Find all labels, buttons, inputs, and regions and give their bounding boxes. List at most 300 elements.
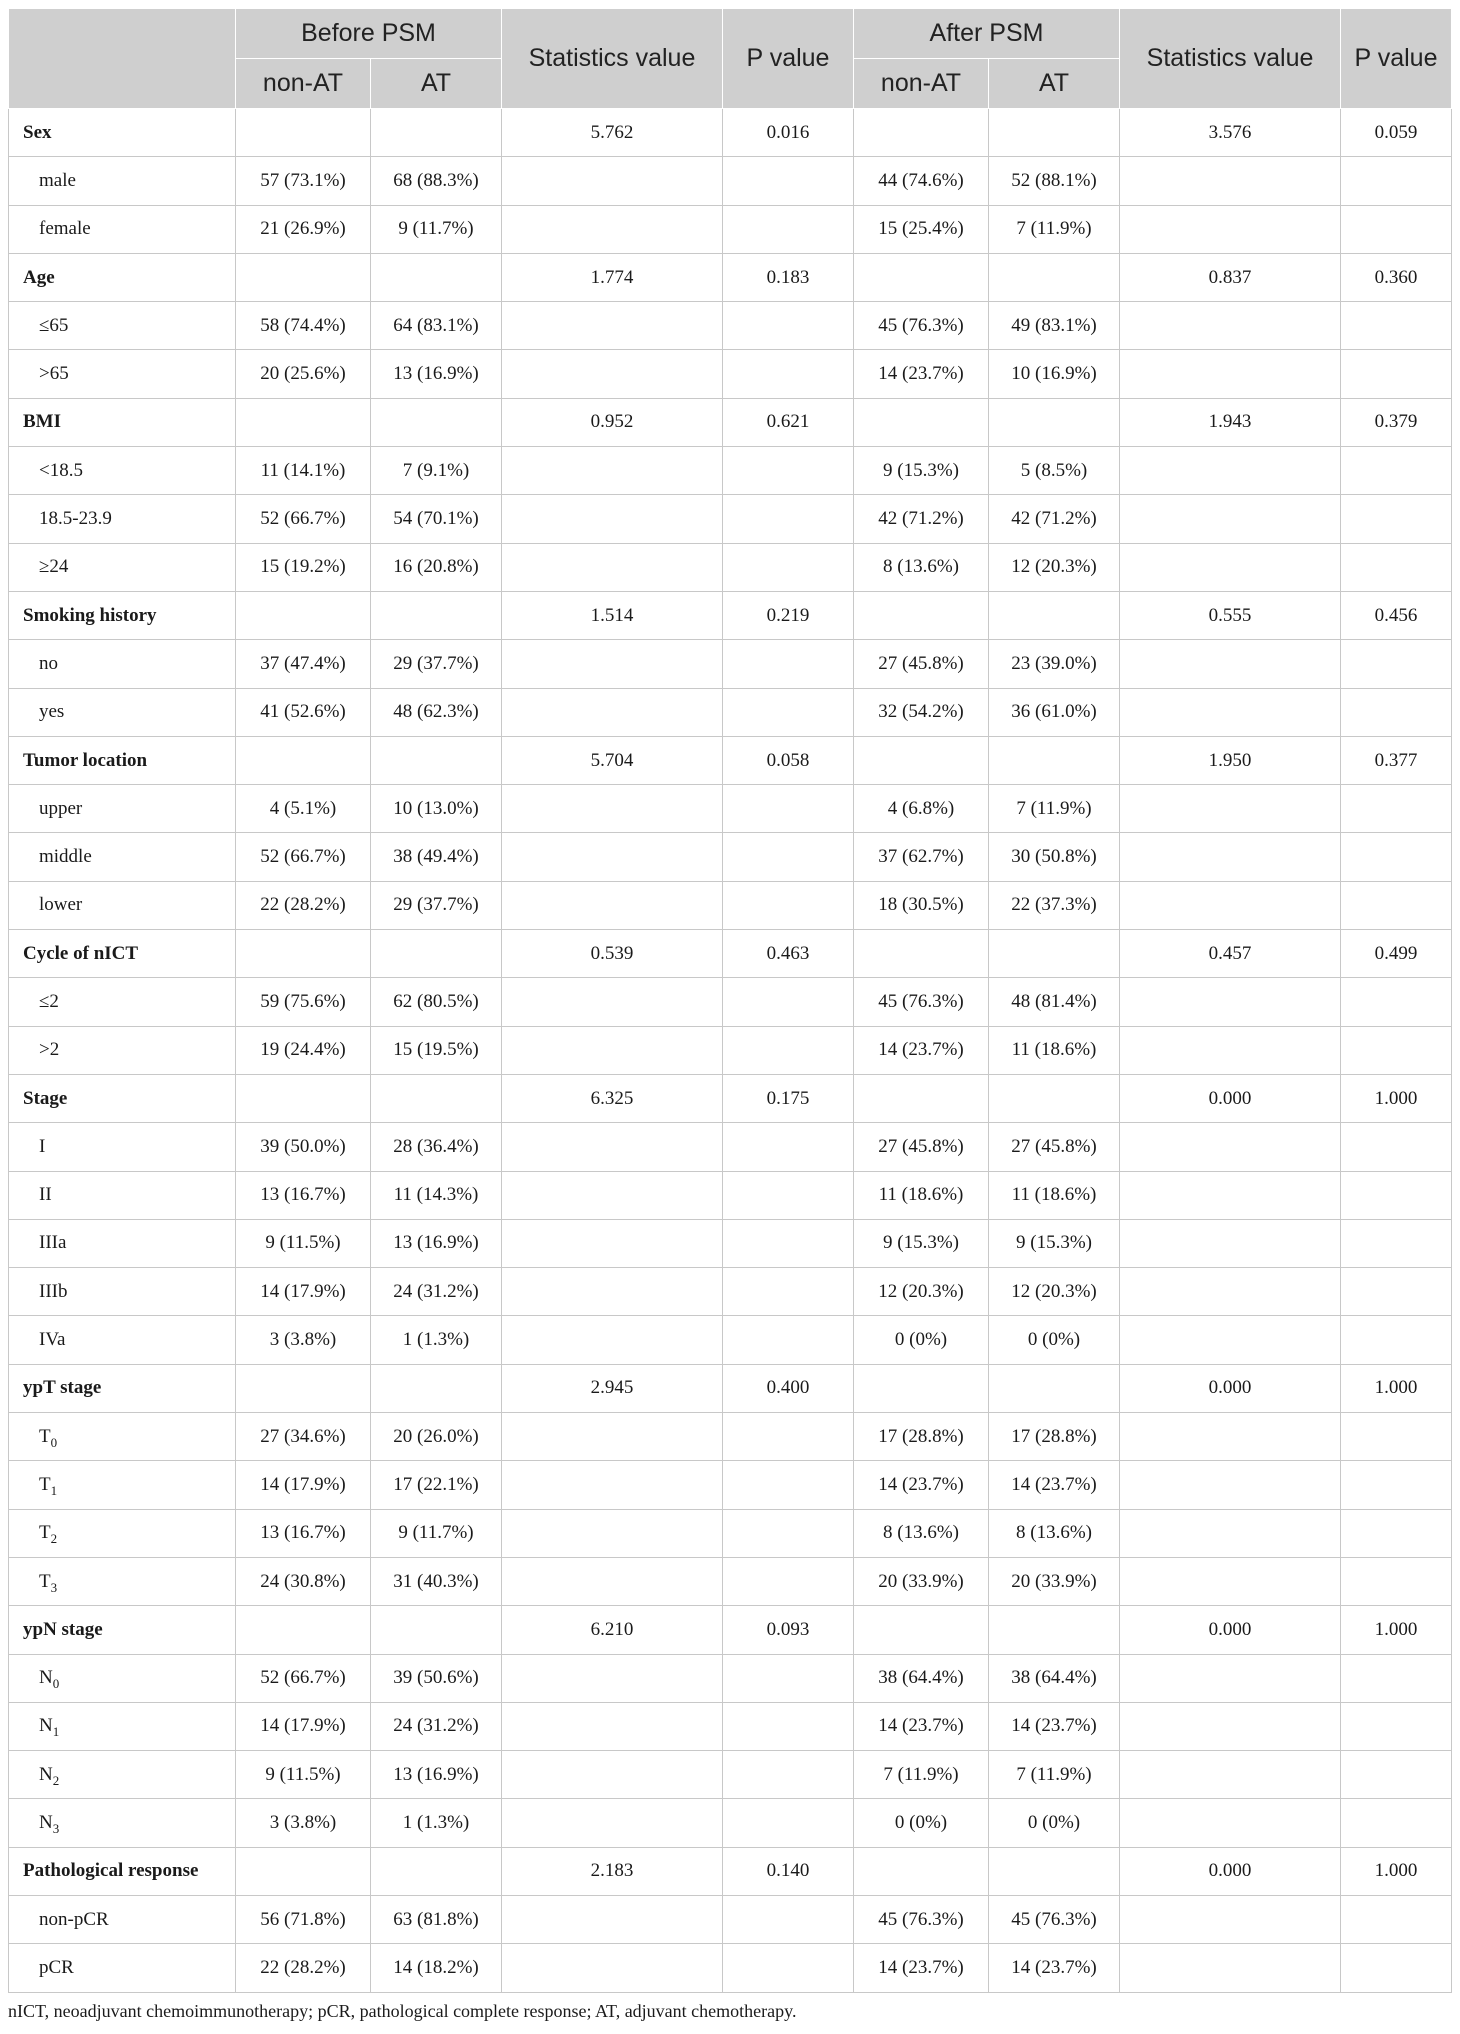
row-label	[9, 1799, 236, 1847]
cell-after-non-at: 44 (74.6%)	[854, 157, 989, 205]
cell-stat-before	[502, 1123, 723, 1171]
cell-stat-before	[502, 1461, 723, 1509]
cell-after-at: 10 (16.9%)	[989, 350, 1120, 398]
cell-before-at: 48 (62.3%)	[371, 688, 502, 736]
cell-before-at	[371, 1847, 502, 1895]
cell-stat-after: 1.943	[1120, 398, 1341, 446]
cell-before-at: 39 (50.6%)	[371, 1654, 502, 1702]
cell-p-after	[1341, 1413, 1452, 1461]
cell-before-non-at: 4 (5.1%)	[236, 785, 371, 833]
row-label-subscript: 1	[52, 1724, 60, 1740]
cell-stat-after	[1120, 302, 1341, 350]
header-non-at-after: non-AT	[854, 59, 989, 109]
row-label	[9, 785, 236, 833]
cell-p-after	[1341, 302, 1452, 350]
cell-after-non-at: 32 (54.2%)	[854, 688, 989, 736]
row-label	[9, 447, 236, 495]
cell-after-non-at: 18 (30.5%)	[854, 881, 989, 929]
row-label-text: II	[39, 1184, 52, 1206]
table-row	[9, 833, 1452, 881]
cell-after-at	[989, 1074, 1120, 1122]
cell-after-at: 49 (83.1%)	[989, 302, 1120, 350]
table-row	[9, 157, 1452, 205]
cell-stat-after: 0.000	[1120, 1847, 1341, 1895]
cell-stat-before: 5.762	[502, 109, 723, 157]
row-label-text: T	[39, 1522, 51, 1544]
category-row	[9, 109, 1452, 157]
cell-after-non-at	[854, 109, 989, 157]
cell-before-at: 29 (37.7%)	[371, 881, 502, 929]
cell-after-at: 22 (37.3%)	[989, 881, 1120, 929]
row-label-text: ypT stage	[23, 1377, 102, 1399]
table-row	[9, 1557, 1452, 1605]
cell-p-before	[723, 543, 854, 591]
cell-before-at: 63 (81.8%)	[371, 1895, 502, 1943]
cell-p-before	[723, 205, 854, 253]
row-label	[9, 495, 236, 543]
cell-after-at	[989, 1847, 1120, 1895]
row-label	[9, 881, 236, 929]
row-label	[9, 302, 236, 350]
cell-stat-after	[1120, 1654, 1341, 1702]
cell-p-before: 0.219	[723, 591, 854, 639]
cell-p-after	[1341, 978, 1452, 1026]
header-at-before: AT	[371, 59, 502, 109]
cell-after-at: 5 (8.5%)	[989, 447, 1120, 495]
cell-stat-after: 0.000	[1120, 1364, 1341, 1412]
cell-stat-before	[502, 157, 723, 205]
row-label-text: female	[39, 218, 91, 240]
cell-p-before	[723, 495, 854, 543]
row-label	[9, 1316, 236, 1364]
cell-after-at: 17 (28.8%)	[989, 1413, 1120, 1461]
row-label	[9, 591, 236, 639]
cell-before-non-at: 3 (3.8%)	[236, 1799, 371, 1847]
cell-stat-before	[502, 447, 723, 495]
cell-p-before	[723, 1316, 854, 1364]
cell-before-non-at: 9 (11.5%)	[236, 1219, 371, 1267]
cell-before-non-at	[236, 398, 371, 446]
cell-stat-after	[1120, 205, 1341, 253]
row-label	[9, 640, 236, 688]
cell-p-before: 0.140	[723, 1847, 854, 1895]
cell-before-non-at: 24 (30.8%)	[236, 1557, 371, 1605]
cell-after-non-at: 14 (23.7%)	[854, 350, 989, 398]
cell-p-before	[723, 640, 854, 688]
cell-after-non-at	[854, 591, 989, 639]
cell-p-after	[1341, 1799, 1452, 1847]
cell-p-before	[723, 447, 854, 495]
cell-stat-after	[1120, 543, 1341, 591]
category-row	[9, 253, 1452, 301]
cell-before-non-at	[236, 736, 371, 784]
cell-after-at: 7 (11.9%)	[989, 785, 1120, 833]
cell-stat-before: 2.183	[502, 1847, 723, 1895]
row-label-text: non-pCR	[39, 1908, 109, 1930]
cell-p-before	[723, 1751, 854, 1799]
cell-p-after	[1341, 688, 1452, 736]
cell-before-non-at: 11 (14.1%)	[236, 447, 371, 495]
cell-after-non-at	[854, 253, 989, 301]
row-label	[9, 1123, 236, 1171]
cell-before-at	[371, 253, 502, 301]
cell-p-before	[723, 1268, 854, 1316]
header-stat-after: Statistics value	[1120, 9, 1341, 109]
cell-before-at: 13 (16.9%)	[371, 1751, 502, 1799]
cell-after-at: 0 (0%)	[989, 1316, 1120, 1364]
row-label-text: Age	[23, 266, 55, 288]
cell-p-after: 0.456	[1341, 591, 1452, 639]
row-label	[9, 930, 236, 978]
cell-before-non-at: 59 (75.6%)	[236, 978, 371, 1026]
cell-before-at: 16 (20.8%)	[371, 543, 502, 591]
cell-stat-after	[1120, 833, 1341, 881]
row-label-text: >65	[39, 363, 69, 385]
cell-stat-before	[502, 1895, 723, 1943]
row-label-text: ≤2	[39, 990, 59, 1012]
row-label-subscript: 2	[52, 1772, 60, 1788]
cell-before-non-at: 13 (16.7%)	[236, 1509, 371, 1557]
cell-before-non-at: 14 (17.9%)	[236, 1702, 371, 1750]
cell-stat-after: 0.000	[1120, 1606, 1341, 1654]
cell-after-non-at	[854, 930, 989, 978]
row-label-text: T	[39, 1473, 51, 1495]
cell-after-non-at: 8 (13.6%)	[854, 1509, 989, 1557]
cell-stat-before	[502, 1799, 723, 1847]
row-label-text: Cycle of nICT	[23, 942, 139, 964]
cell-before-non-at: 13 (16.7%)	[236, 1171, 371, 1219]
cell-after-at: 11 (18.6%)	[989, 1026, 1120, 1074]
cell-p-before	[723, 157, 854, 205]
cell-stat-before	[502, 1557, 723, 1605]
cell-before-non-at	[236, 1847, 371, 1895]
cell-stat-before	[502, 640, 723, 688]
cell-after-at	[989, 591, 1120, 639]
cell-p-after	[1341, 1219, 1452, 1267]
row-label-text: IIIa	[39, 1232, 67, 1254]
cell-before-non-at: 52 (66.7%)	[236, 1654, 371, 1702]
cell-p-after	[1341, 1171, 1452, 1219]
row-label	[9, 205, 236, 253]
cell-stat-after	[1120, 157, 1341, 205]
table-body	[9, 109, 1452, 1993]
cell-after-at: 48 (81.4%)	[989, 978, 1120, 1026]
row-label	[9, 1702, 236, 1750]
table-footnote: nICT, neoadjuvant chemoimmunotherapy; pCR, pathological complete response; AT, adjuvant chemotherapy.	[8, 2001, 797, 2021]
cell-p-before	[723, 1509, 854, 1557]
cell-stat-before	[502, 1509, 723, 1557]
cell-p-after: 0.499	[1341, 930, 1452, 978]
row-label-subscript: 0	[50, 1434, 58, 1450]
cell-p-after: 1.000	[1341, 1606, 1452, 1654]
cell-p-after: 0.379	[1341, 398, 1452, 446]
table-row	[9, 1123, 1452, 1171]
cell-before-non-at: 9 (11.5%)	[236, 1751, 371, 1799]
cell-after-at: 8 (13.6%)	[989, 1509, 1120, 1557]
cell-stat-before	[502, 785, 723, 833]
cell-before-non-at: 57 (73.1%)	[236, 157, 371, 205]
cell-after-at	[989, 253, 1120, 301]
cell-stat-before	[502, 1219, 723, 1267]
row-label-text: Stage	[23, 1087, 68, 1109]
cell-after-non-at: 11 (18.6%)	[854, 1171, 989, 1219]
row-label-text: N	[39, 1667, 53, 1689]
row-label-subscript: 1	[50, 1482, 58, 1498]
header-blank-cell	[9, 9, 236, 109]
cell-p-after: 1.000	[1341, 1074, 1452, 1122]
row-label-text: IVa	[39, 1329, 66, 1351]
cell-stat-before: 1.774	[502, 253, 723, 301]
cell-p-before	[723, 1123, 854, 1171]
cell-stat-after: 1.950	[1120, 736, 1341, 784]
row-label-text: BMI	[23, 411, 61, 433]
row-label	[9, 543, 236, 591]
row-label-text: pCR	[39, 1956, 74, 1978]
cell-p-before	[723, 1461, 854, 1509]
cell-before-at: 9 (11.7%)	[371, 1509, 502, 1557]
cell-stat-after	[1120, 1557, 1341, 1605]
table-row	[9, 1944, 1452, 1992]
row-label	[9, 1268, 236, 1316]
cell-after-non-at: 14 (23.7%)	[854, 1026, 989, 1074]
row-label	[9, 833, 236, 881]
cell-before-at: 15 (19.5%)	[371, 1026, 502, 1074]
cell-before-at: 64 (83.1%)	[371, 302, 502, 350]
row-label	[9, 1171, 236, 1219]
cell-before-at: 24 (31.2%)	[371, 1268, 502, 1316]
header-stat-before: Statistics value	[502, 9, 723, 109]
cell-after-non-at: 38 (64.4%)	[854, 1654, 989, 1702]
cell-stat-before: 1.514	[502, 591, 723, 639]
row-label-text: T	[39, 1570, 51, 1592]
cell-stat-before	[502, 688, 723, 736]
cell-after-at: 52 (88.1%)	[989, 157, 1120, 205]
cell-p-after	[1341, 640, 1452, 688]
cell-p-after	[1341, 495, 1452, 543]
table-row	[9, 881, 1452, 929]
cell-p-after	[1341, 1895, 1452, 1943]
cell-stat-before	[502, 881, 723, 929]
cell-p-before: 0.175	[723, 1074, 854, 1122]
cell-stat-after	[1120, 640, 1341, 688]
row-label-subscript: 3	[50, 1579, 58, 1595]
table-row	[9, 640, 1452, 688]
cell-before-non-at	[236, 591, 371, 639]
table-row	[9, 1509, 1452, 1557]
cell-p-before: 0.183	[723, 253, 854, 301]
row-label-text: ≤65	[39, 314, 69, 336]
row-label	[9, 1461, 236, 1509]
cell-after-non-at	[854, 398, 989, 446]
cell-p-after	[1341, 447, 1452, 495]
cell-stat-before	[502, 302, 723, 350]
cell-before-non-at: 15 (19.2%)	[236, 543, 371, 591]
cell-before-at: 13 (16.9%)	[371, 350, 502, 398]
cell-before-at	[371, 736, 502, 784]
cell-before-non-at: 37 (47.4%)	[236, 640, 371, 688]
baseline-table-container	[8, 8, 1451, 1993]
header-row-groups	[9, 9, 1452, 59]
cell-stat-before	[502, 350, 723, 398]
baseline-characteristics-table	[8, 8, 1452, 1993]
table-row	[9, 350, 1452, 398]
cell-before-at: 20 (26.0%)	[371, 1413, 502, 1461]
row-label-text: IIIb	[39, 1280, 68, 1302]
table-row	[9, 302, 1452, 350]
row-label-text: upper	[39, 797, 83, 819]
cell-after-at: 30 (50.8%)	[989, 833, 1120, 881]
row-label	[9, 398, 236, 446]
cell-stat-before: 0.952	[502, 398, 723, 446]
cell-p-after	[1341, 1123, 1452, 1171]
cell-p-before	[723, 1799, 854, 1847]
cell-after-non-at: 37 (62.7%)	[854, 833, 989, 881]
cell-p-after	[1341, 1509, 1452, 1557]
cell-stat-after	[1120, 1171, 1341, 1219]
cell-p-before: 0.400	[723, 1364, 854, 1412]
cell-stat-after: 3.576	[1120, 109, 1341, 157]
cell-after-non-at: 27 (45.8%)	[854, 640, 989, 688]
cell-after-at: 12 (20.3%)	[989, 543, 1120, 591]
cell-before-non-at: 22 (28.2%)	[236, 881, 371, 929]
cell-before-at: 13 (16.9%)	[371, 1219, 502, 1267]
cell-after-non-at: 4 (6.8%)	[854, 785, 989, 833]
cell-p-before	[723, 1944, 854, 1992]
cell-stat-after	[1120, 785, 1341, 833]
cell-after-at: 23 (39.0%)	[989, 640, 1120, 688]
row-label-text: Smoking history	[23, 604, 157, 626]
cell-before-non-at	[236, 253, 371, 301]
row-label-text: male	[39, 169, 76, 191]
cell-stat-after	[1120, 881, 1341, 929]
cell-stat-before	[502, 1413, 723, 1461]
cell-before-at: 29 (37.7%)	[371, 640, 502, 688]
cell-p-after: 0.377	[1341, 736, 1452, 784]
table-row	[9, 1895, 1452, 1943]
cell-p-after	[1341, 1557, 1452, 1605]
row-label	[9, 736, 236, 784]
cell-p-after	[1341, 1944, 1452, 1992]
table-row	[9, 543, 1452, 591]
cell-before-at: 14 (18.2%)	[371, 1944, 502, 1992]
header-p-after: P value	[1341, 9, 1452, 109]
cell-stat-after	[1120, 350, 1341, 398]
cell-after-non-at: 42 (71.2%)	[854, 495, 989, 543]
row-label-text: Tumor location	[23, 749, 148, 771]
row-label-text: I	[39, 1135, 46, 1157]
cell-stat-after: 0.555	[1120, 591, 1341, 639]
cell-after-non-at: 8 (13.6%)	[854, 543, 989, 591]
category-row	[9, 1606, 1452, 1654]
cell-before-at: 9 (11.7%)	[371, 205, 502, 253]
cell-stat-before	[502, 1268, 723, 1316]
cell-after-non-at: 17 (28.8%)	[854, 1413, 989, 1461]
cell-after-non-at	[854, 1847, 989, 1895]
cell-p-after	[1341, 785, 1452, 833]
cell-p-after	[1341, 881, 1452, 929]
cell-p-after	[1341, 1268, 1452, 1316]
cell-before-at: 17 (22.1%)	[371, 1461, 502, 1509]
cell-after-at	[989, 930, 1120, 978]
row-label	[9, 978, 236, 1026]
category-row	[9, 736, 1452, 784]
cell-after-at: 11 (18.6%)	[989, 1171, 1120, 1219]
cell-before-at	[371, 109, 502, 157]
cell-before-non-at: 52 (66.7%)	[236, 495, 371, 543]
cell-after-non-at: 7 (11.9%)	[854, 1751, 989, 1799]
header-after-psm: After PSM	[854, 9, 1120, 59]
cell-before-non-at: 56 (71.8%)	[236, 1895, 371, 1943]
cell-before-non-at	[236, 109, 371, 157]
table-row	[9, 1751, 1452, 1799]
cell-after-non-at	[854, 736, 989, 784]
cell-before-at	[371, 591, 502, 639]
cell-p-before: 0.016	[723, 109, 854, 157]
header-non-at-before: non-AT	[236, 59, 371, 109]
cell-before-non-at	[236, 1606, 371, 1654]
cell-before-at	[371, 930, 502, 978]
row-label	[9, 1944, 236, 1992]
cell-before-at: 31 (40.3%)	[371, 1557, 502, 1605]
row-label-text: <18.5	[39, 459, 83, 481]
cell-after-at: 14 (23.7%)	[989, 1702, 1120, 1750]
cell-before-at: 24 (31.2%)	[371, 1702, 502, 1750]
cell-p-after	[1341, 1751, 1452, 1799]
cell-stat-before	[502, 1654, 723, 1702]
row-label-text: Pathological response	[23, 1860, 199, 1882]
cell-before-at: 54 (70.1%)	[371, 495, 502, 543]
cell-before-at: 1 (1.3%)	[371, 1799, 502, 1847]
cell-stat-before	[502, 205, 723, 253]
cell-after-at: 0 (0%)	[989, 1799, 1120, 1847]
cell-p-after	[1341, 1654, 1452, 1702]
row-label-text: >2	[39, 1039, 60, 1061]
cell-stat-before	[502, 1171, 723, 1219]
cell-after-at: 38 (64.4%)	[989, 1654, 1120, 1702]
table-row	[9, 785, 1452, 833]
cell-stat-after	[1120, 447, 1341, 495]
cell-p-before	[723, 302, 854, 350]
cell-stat-after	[1120, 1268, 1341, 1316]
cell-p-before	[723, 1413, 854, 1461]
cell-after-non-at: 15 (25.4%)	[854, 205, 989, 253]
table-row	[9, 447, 1452, 495]
cell-p-after	[1341, 205, 1452, 253]
cell-after-at: 20 (33.9%)	[989, 1557, 1120, 1605]
cell-p-after	[1341, 1316, 1452, 1364]
cell-stat-after	[1120, 1751, 1341, 1799]
row-label	[9, 1026, 236, 1074]
cell-p-before	[723, 881, 854, 929]
cell-p-before	[723, 350, 854, 398]
cell-before-non-at: 3 (3.8%)	[236, 1316, 371, 1364]
cell-p-before	[723, 1219, 854, 1267]
cell-after-non-at: 12 (20.3%)	[854, 1268, 989, 1316]
row-label	[9, 1557, 236, 1605]
category-row	[9, 1364, 1452, 1412]
table-row	[9, 1171, 1452, 1219]
cell-p-before	[723, 1557, 854, 1605]
cell-before-at: 1 (1.3%)	[371, 1316, 502, 1364]
cell-stat-after	[1120, 1509, 1341, 1557]
cell-before-at	[371, 398, 502, 446]
cell-before-non-at: 58 (74.4%)	[236, 302, 371, 350]
cell-after-at: 9 (15.3%)	[989, 1219, 1120, 1267]
cell-stat-after	[1120, 495, 1341, 543]
cell-p-before	[723, 978, 854, 1026]
cell-before-non-at	[236, 1364, 371, 1412]
cell-before-non-at: 19 (24.4%)	[236, 1026, 371, 1074]
